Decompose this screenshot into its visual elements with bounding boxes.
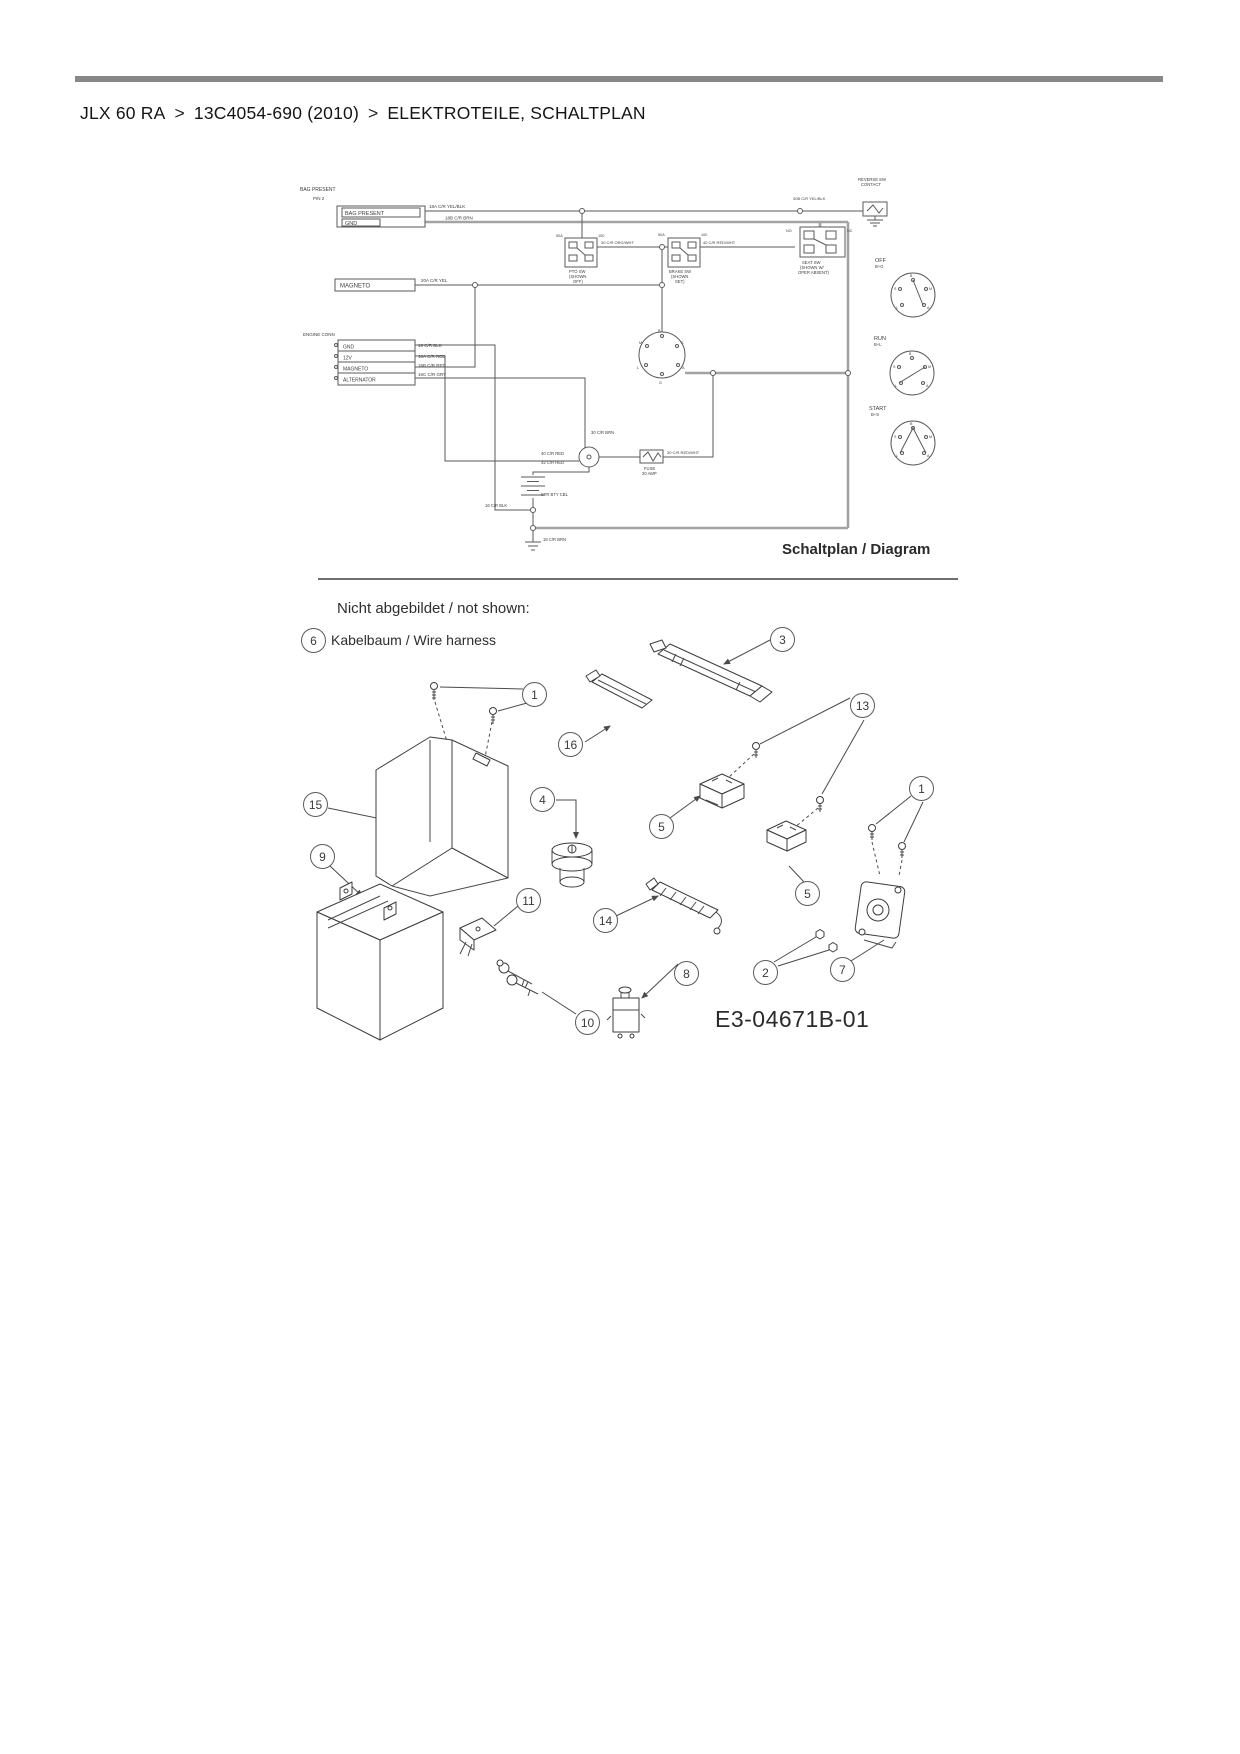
wire-label: 30 C/R RED/WHT [667, 450, 700, 455]
wire-label: 16A C/R RED [418, 354, 446, 359]
terminal-label: 50A [658, 233, 665, 237]
key-terminal: L [895, 384, 897, 388]
wire-label: 30B C/R YEL/BLK [793, 196, 826, 201]
callout-1 [522, 682, 547, 707]
callout-4 [530, 787, 555, 812]
callout-16 [558, 732, 583, 757]
brake-sw-label: SET) [675, 279, 685, 284]
key-terminal: M [929, 287, 932, 291]
callout-3 [770, 627, 795, 652]
breadcrumb-section: ELEKTROTEILE, SCHALTPLAN [387, 103, 646, 123]
seat-sw-label: OPER ABSENT) [798, 270, 829, 275]
key-terminal: A [927, 306, 930, 310]
pto-sw-label: PTO SW [569, 269, 586, 274]
bag-row1-label: BAG PRESENT [345, 211, 385, 217]
ign-terminal: B [658, 329, 661, 333]
key-terminal: L [896, 306, 898, 310]
exploded-diagram [280, 590, 960, 1050]
key-position-run [874, 336, 934, 395]
key-terminal: S [894, 287, 897, 291]
callout-number: 5 [658, 819, 665, 834]
key-terminal: S [893, 365, 896, 369]
callout-8 [674, 961, 699, 986]
callout-number: 8 [683, 966, 690, 981]
callout-number: 1 [918, 781, 925, 796]
callout-number: 9 [319, 849, 326, 864]
wire-label: 42 C/R RED [541, 460, 565, 465]
drawing-code: E3-04671B-01 [715, 1006, 870, 1032]
part-11-module [460, 918, 496, 956]
part-15-battery-cover [376, 737, 508, 896]
bag-row2-label: GND [345, 221, 358, 227]
callout-number: 5 [804, 886, 811, 901]
callout-5 [649, 814, 674, 839]
key-terminal: M [929, 435, 932, 439]
not-shown-item-label: Kabelbaum / Wire harness [331, 632, 496, 648]
wire-label: 16C C/R GRY [418, 372, 447, 377]
part-16-strap [586, 670, 652, 708]
callout-number: 16 [563, 737, 578, 752]
callout-number: 15 [308, 797, 323, 812]
key-pos-name: OFF [875, 258, 886, 264]
callout-number: 7 [839, 962, 846, 977]
wire-label: 30 C/R BRN [591, 430, 615, 435]
key-pos-terminals: B+G [875, 264, 884, 269]
terminal-label: 100 [598, 234, 605, 238]
wire-label: 18 C/R BRN [543, 537, 567, 542]
callout-number: 14 [598, 913, 613, 928]
ign-terminal: S [681, 341, 684, 345]
fuse-label: 20 AMP [642, 471, 657, 476]
engine-row-label: MAGNETO [343, 366, 369, 373]
key-terminal: B [910, 274, 913, 278]
reverse-switch-contact [793, 177, 887, 226]
key-terminal: A [926, 384, 929, 388]
key-terminal: A [927, 454, 930, 458]
brake-sw-label: BRAKE SW [669, 269, 692, 274]
callout-10 [575, 1010, 600, 1035]
ign-terminal: G [659, 381, 662, 385]
breadcrumb-assembly: 13C4054-690 (2010) [193, 103, 359, 123]
wire-label: 40 C/R RED [541, 451, 565, 456]
callout-9 [310, 844, 335, 869]
callout-number: 3 [779, 632, 786, 647]
wire-label: 16B C/R RED [418, 363, 446, 368]
pto-sw-label: OFF) [573, 279, 583, 284]
key-pos-name: RUN [874, 336, 886, 342]
callout-14 [593, 908, 618, 933]
engine-row-label: ALTERNATOR [343, 377, 376, 384]
magneto-label: MAGNETO [340, 283, 371, 290]
reverse-label: CONTACT [861, 182, 881, 187]
part-13-screws [753, 743, 824, 813]
ground-wires [425, 222, 848, 528]
breadcrumb-separator: > [174, 103, 185, 123]
seat-sw-label: (SHOWN W/ [800, 265, 824, 270]
callout-number: 6 [310, 633, 317, 648]
key-pos-name: START [869, 406, 887, 412]
engine-row-label: 12V [343, 355, 352, 362]
callout-1b [909, 776, 934, 801]
key-position-start [869, 406, 935, 465]
reverse-label: REVERSE SW [858, 177, 886, 182]
breadcrumb [80, 103, 646, 124]
ign-terminal: L [637, 366, 640, 370]
callout-13 [850, 693, 875, 718]
bag-pn-label: P/N 2 [313, 196, 325, 201]
terminal-label: NC [847, 229, 853, 233]
terminal-label: 50A [556, 234, 563, 238]
engine-header-label: ENGINE CONN [303, 332, 335, 337]
callout-number: 13 [855, 698, 870, 713]
callout-11 [516, 888, 541, 913]
battery-symbol [485, 477, 569, 550]
callout-number: 10 [580, 1015, 595, 1030]
callout-number: 4 [539, 792, 546, 807]
key-terminal: B [910, 422, 913, 426]
key-terminal: B [909, 352, 912, 356]
fuse-label: FUSE [644, 466, 656, 471]
part-1-bolts-right [869, 825, 906, 859]
callout-5b [795, 881, 820, 906]
part-5-switch-b [767, 821, 806, 851]
part-4-key-switch [552, 843, 592, 887]
wire-label: 30 C/R ORG/WHT [601, 240, 634, 245]
key-pos-terminals: B+S [871, 412, 880, 417]
top-rule [75, 76, 1163, 82]
callout-15 [303, 792, 328, 817]
part-3-strap [650, 640, 772, 702]
brake-sw-label: (SHOWN [671, 274, 689, 279]
callout-number: 11 [522, 893, 535, 908]
breadcrumb-model: JLX 60 RA [80, 103, 166, 123]
callout-2 [753, 960, 778, 985]
part-7-receptacle [855, 881, 906, 948]
callout-7 [830, 957, 855, 982]
pto-switch [556, 234, 604, 284]
part-1-screws-left [431, 683, 497, 725]
part-5-switch-a [700, 774, 744, 808]
engine-connector [303, 332, 447, 385]
part-14-fuse-link [646, 878, 722, 934]
callout-number: 2 [762, 965, 769, 980]
terminal-label: 100 [701, 233, 708, 237]
seat-switch [786, 227, 853, 275]
schematic-caption: Schaltplan / Diagram [782, 541, 931, 558]
ign-terminal: M [639, 341, 643, 345]
pto-sw-label: (SHOWN [569, 274, 587, 279]
section-divider [318, 578, 958, 580]
key-terminal: M [928, 365, 931, 369]
wire-label: 16 C/R BLK [485, 503, 508, 508]
ign-terminal: A [682, 366, 685, 370]
ignition-switch [591, 329, 685, 435]
ground-symbol [867, 220, 883, 226]
seat-sw-label: SEAT SW [802, 260, 821, 265]
key-terminal: L [896, 454, 898, 458]
part-9-battery [317, 882, 443, 1040]
wiring-schematic [295, 150, 955, 580]
not-shown-title: Nicht abgebildet / not shown: [337, 600, 530, 617]
key-pos-terminals: B+L [874, 342, 882, 347]
brake-switch [601, 233, 736, 284]
key-position-off [875, 258, 935, 317]
terminal-label: NO [786, 229, 792, 233]
wire-label: 20A C/R YEL [421, 278, 448, 283]
key-terminal: S [894, 435, 897, 439]
wire-label: 18A C/R YEL/BLK [429, 204, 466, 209]
wire-label: 18B C/R BRN [445, 215, 473, 221]
breadcrumb-separator: > [368, 103, 379, 123]
part-10-keys [497, 960, 538, 996]
engine-row-label: GND [343, 344, 355, 351]
wire-label: 16 C/R BLK [418, 343, 442, 348]
bag-header-label: BAG PRESENT [300, 187, 336, 193]
part-2-nuts [816, 930, 837, 953]
callout-number: 1 [531, 687, 538, 702]
wire-label: STR BTY CBL [541, 492, 568, 497]
ground-symbol [525, 542, 541, 550]
wire-label: 40 C/R RED/WHT [703, 240, 736, 245]
part-8-plunger-switch [607, 987, 645, 1038]
